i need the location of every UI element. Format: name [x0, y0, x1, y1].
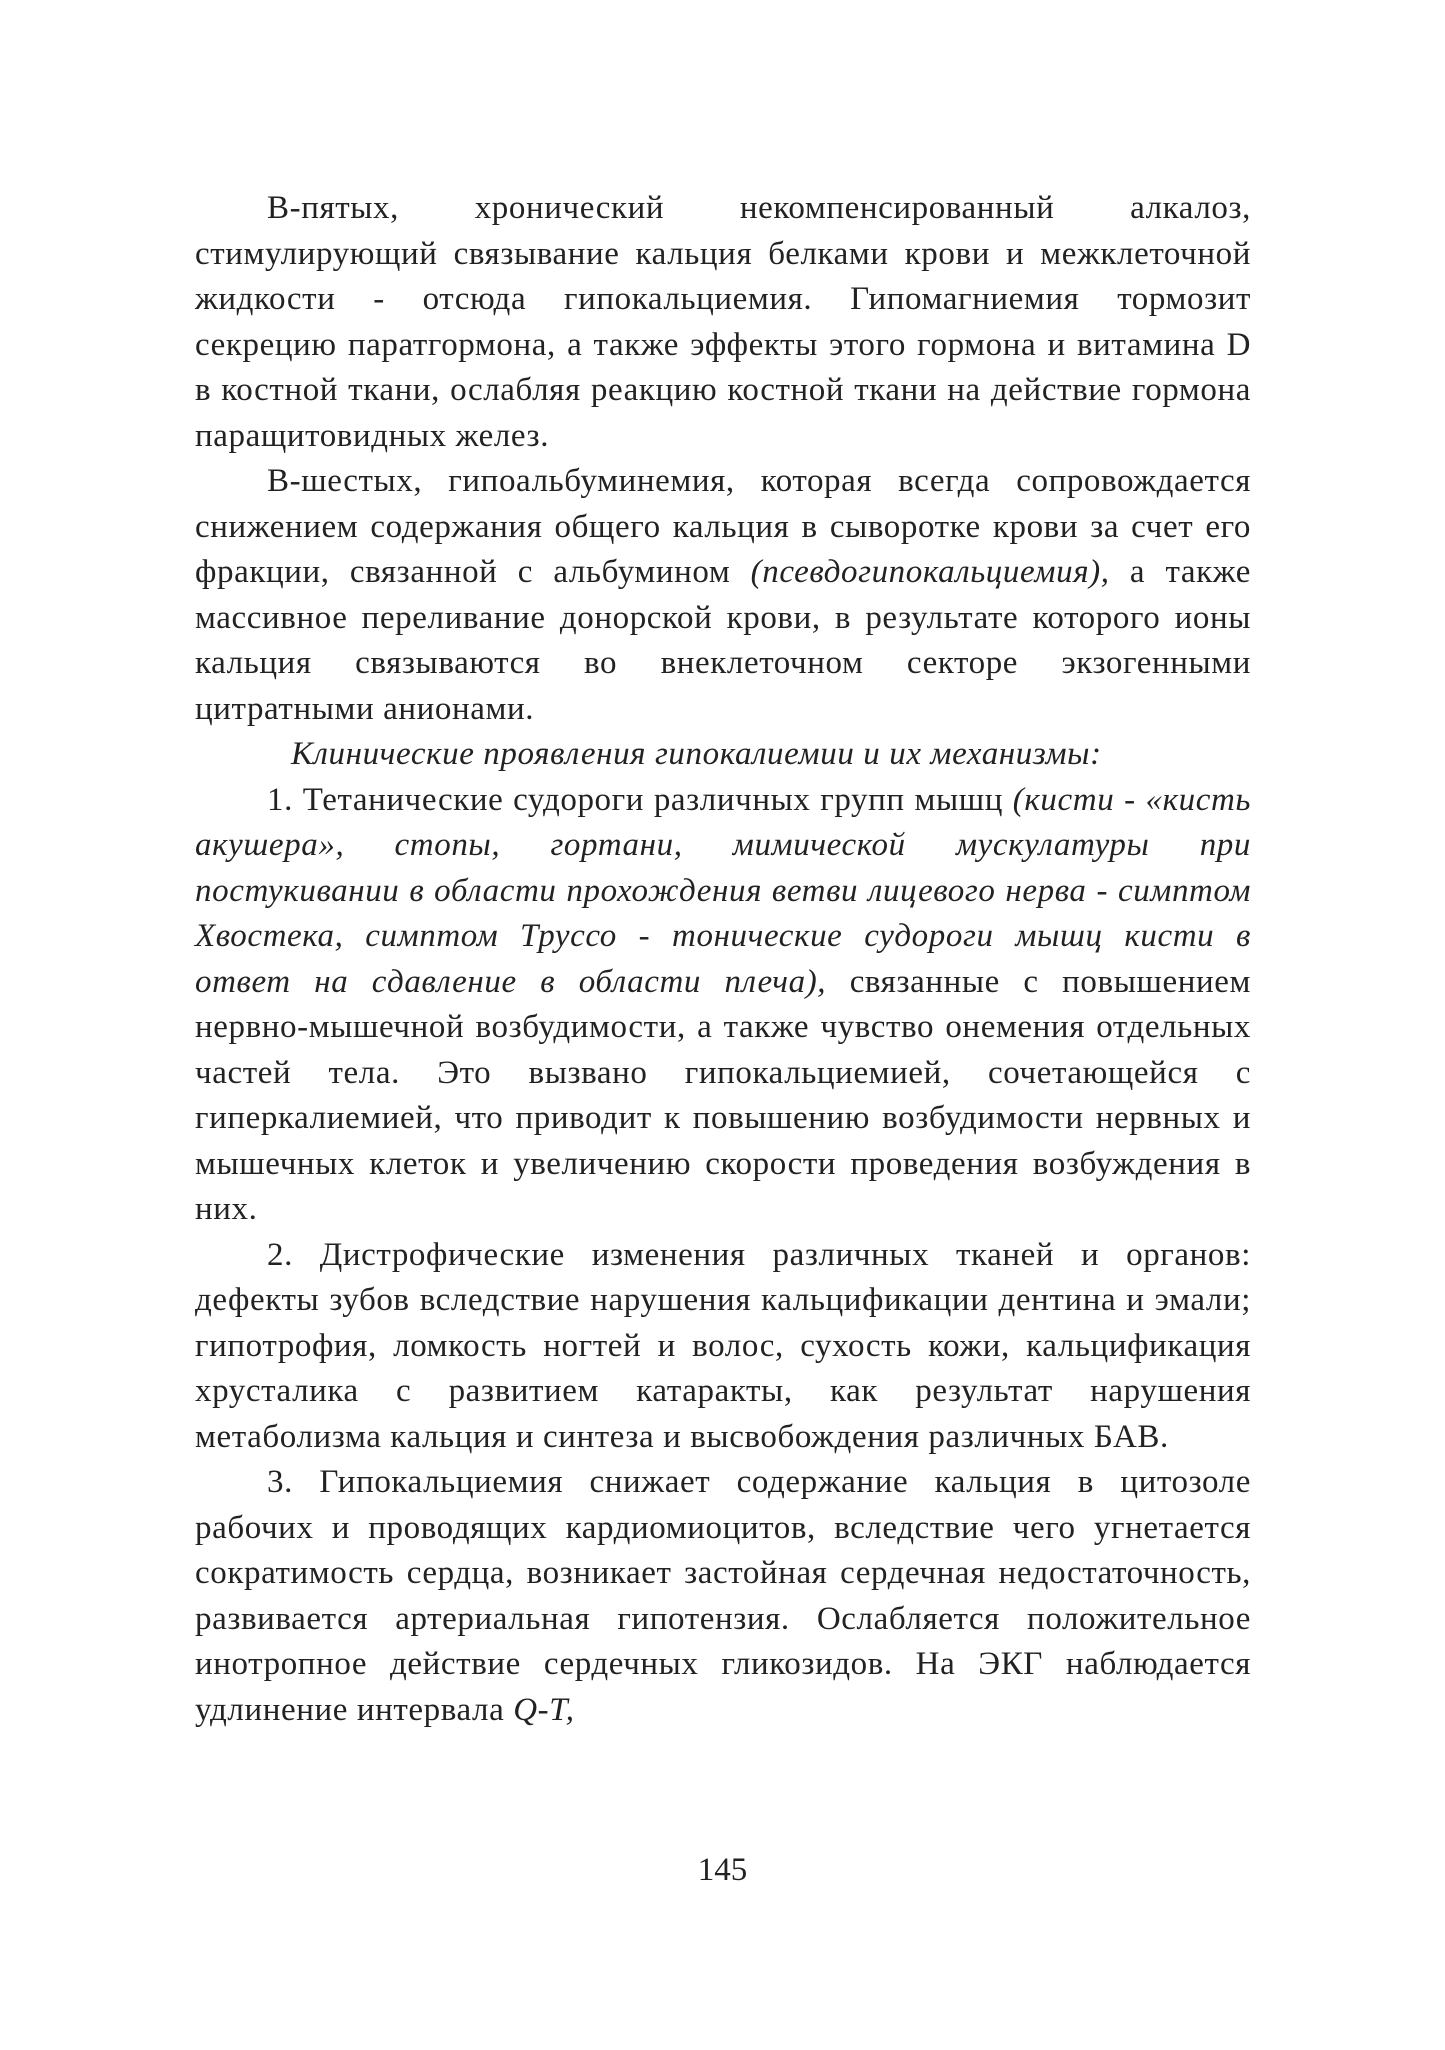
paragraph-cardiac [195, 1460, 1251, 1733]
qt-interval-term: Q-T, [513, 1691, 575, 1728]
pseudohypocalcemia-term: (псевдогипокальциемия), [750, 554, 1110, 590]
paragraph-tetany-end: связанные с повышением нервно-мышечной возбудимости, а также чувство онемения отдельных частей тела. Это вызвано гипокальциемией, сочетающейся с гиперкалиемией, что приводит к повышению возбудимости нервных и мышечных клеток и увеличению скорости проведения возбуждения в них. [195, 963, 1251, 1227]
paragraph-dystrophic-text: 2. Дистрофические изменения различных тканей и органов: дефекты зубов вследствие нарушения кальцификации дентина и эмали; гипотрофия, ломкость ногтей и волос, сухость кожи, кальцификация хрусталика с развитием катаракты, как результат нарушения метаболизма кальция и синтеза и высвобождения различных БАВ. [195, 1236, 1251, 1455]
page-number: 145 [697, 1852, 748, 1888]
paragraph-hypoalbuminemia-end: а также массивное переливание донорской крови, в результате которого ионы кальция связываются во внеклеточном секторе экзогенными цитратными анионами. [195, 554, 1251, 727]
paragraph-tetany [195, 778, 1251, 1233]
paragraph-cardiac-start: 3. Гипокальциемия снижает содержание кальция в цитозоле рабочих и проводящих кардиомиоцитов, вследствие чего угнетается сократимость сердца, возникает застойная сердечная недостаточность, развивается артериальная гипотензия. Ослабляется положительное инотропное действие сердечных гликозидов. На ЭКГ наблюдается удлинение интервала [195, 1464, 1251, 1728]
paragraph-dystrophic [195, 1233, 1251, 1461]
section-heading: Клинические проявления гипокалиемии и их механизмы: [291, 736, 1102, 772]
paragraph-tetany-start: 1. Тетанические судороги различных групп мышц [267, 781, 1003, 818]
paragraph-hypoalbuminemia [195, 459, 1251, 732]
paragraph-hypoalbuminemia-start: В-шестых, гипоальбуминемия, которая всегда сопровождается снижением содержания общего кальция в сыворотке крови за счет его фракции, связанной с альбумином [195, 463, 1251, 590]
paragraph-tetany-italic: (кисти - «кисть акушера», стопы, гортани, мимической мускулатуры при постукивании в области прохождения ветви лицевого нерва - симптом Хвостека, симптом Труссо - тонические судороги мышц кисти в ответ на сдавление в области плеча), [195, 781, 1252, 1000]
paragraph-alkalosis [195, 186, 1251, 459]
paragraph-alkalosis-text: В-пятых, хронический некомпенсированный алкалоз, стимулирующий связывание кальция белками крови и межклеточной жидкости - отсюда гипокальциемия. Гипомагниемия тормозит секрецию паратгормона, а также эффекты этого гормона и витамина D в костной ткани, ослабляя реакцию костной ткани на действие гормона паращитовидных желез. [195, 190, 1251, 454]
body-text [195, 186, 1251, 1733]
